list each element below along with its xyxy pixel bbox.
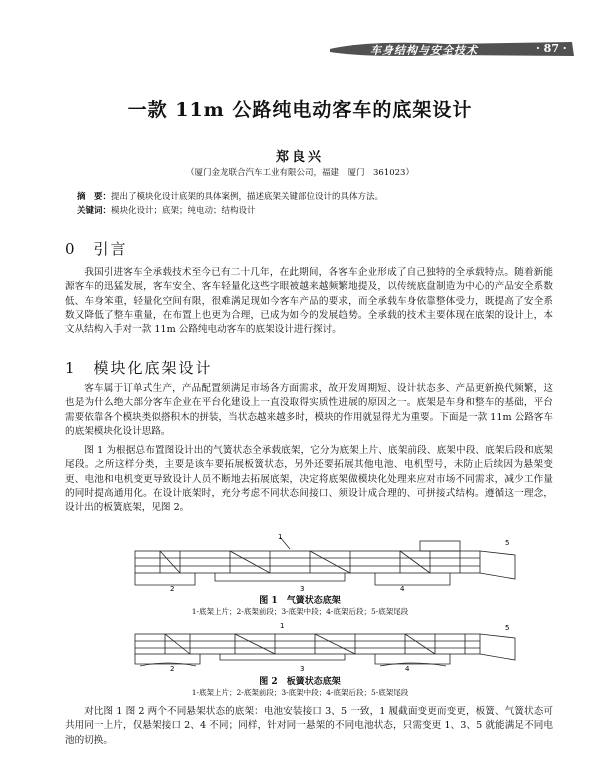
page-number: · 87 · — [536, 42, 567, 55]
figure-1-callout-3: 3 — [300, 585, 305, 593]
figure-2-callout-1: 1 — [280, 622, 285, 630]
section-0-paragraph: 我国引进客车全承载技术至今已有二十几年，在此期间，各客车企业形成了自己独特的全承载特点。随着新能源客车的迅猛发展，客车安全、客车轻量化这些字眼被越来越频繁地提及，以传统底盘制造为中心的产品安全系数低、车身笨重，轻量化空间有限，很难满足现如今客车产品的要求，而全承载车身依靠整体受力，既提高了安全系数又降低了整车重量，在布置上也更为合理，已成为如今的发展趋势。全承载的技术主要体现在底架的设计上，本文从结构入手对一款 11m 公路纯电动客车的底架设计进行探讨。 — [65, 267, 553, 336]
figure-1-callout-4: 4 — [400, 585, 405, 593]
figure-2-callout-4: 4 — [405, 665, 410, 672]
section-0-heading: 0 引言 — [65, 240, 128, 258]
figure-1-callout-1: 1 — [278, 533, 283, 541]
author-name: 郑良兴 — [275, 150, 324, 165]
section-1-heading: 1 模块化底架设计 — [65, 359, 213, 377]
abstract-line — [77, 190, 557, 204]
section-1-paragraph-3: 对比图 1 图 2 两个不同悬架状态的底架：电池安装接口 3、5 一致，1 履截面变更而变更，板簧、气簧状态可共用同一上片，仅悬架接口 2、4 不同；同样，针对同一悬架的不同电池状态，只需变更 1、3、5 就能满足不同电池的切换。 — [65, 706, 553, 746]
figure-1-callout-5: 5 — [505, 539, 510, 547]
author-affiliation: （厦门金龙联合汽车工业有限公司，福建 厦门 361023） — [186, 168, 414, 178]
figure-2-callout-3: 3 — [300, 665, 305, 672]
figure-2-callout-5: 5 — [505, 624, 510, 632]
abstract-text: 提出了模块化设计底架的具体案例，描述底架关键部位设计的具体方法。 — [111, 192, 384, 202]
figure-1-caption: 图 1 气簧状态底架 — [259, 596, 341, 606]
figure-2-legend: 1-底架上片；2-底架前段；3-底架中段；4-底架后段；5-底架尾段 — [191, 688, 409, 697]
figure-2-callout-2: 2 — [170, 665, 175, 672]
paper-title: 一款 11m 公路纯电动客车的底架设计 — [127, 99, 473, 121]
section-1-paragraph-2: 图 1 为根据总布置图设计出的气簧状态全承载底架，它分为底架上片、底架前段、底架中段、底架后段和底架尾段。之所这样分类，主要是该车要拓展板簧状态，另外还要拓展其他电池、电机型号，未防止后续因为悬架变更、电池和电机变更导致设计人员不断地去拓展底架，决定将底架做模块化处理来应对市场不同需求，减少工作量的同时提高通用化。在设计底架时，充分考虑不同状态间接口、须设计成合理的、可拼接式结构。遵循这一理念，设计出的板簧底架，见图 2。 — [65, 445, 553, 514]
figure-1-drawing — [120, 533, 540, 593]
figure-2-caption: 图 2 板簧状态底架 — [259, 677, 341, 687]
figure-1-legend: 1-底架上片；2-底架前段；3-底架中段；4-底架后段；5-底架尾段 — [191, 607, 409, 616]
abstract-block — [77, 190, 557, 218]
section-1-paragraph-1: 客车属于订单式生产，产品配置须满足市场各方面需求，故开发周期短、设计状态多、产品更新换代频繁，这也是为什么绝大部分客车企业在平台化建设上一直没取得实质性进展的原因之一。底架是车身和整车的基础，平台需要依靠各个模块类似搭积木的拼装，当状态越来越多时，模块的作用就显得尤为重要。下面是一款 11m 公路客车的底架模块化设计思路。 — [65, 383, 553, 437]
keywords-text: 模块化设计；底架；纯电动；结构设计 — [111, 206, 256, 216]
running-title: 车身结构与安全技术 — [370, 44, 478, 57]
figure-1-callout-2: 2 — [170, 585, 175, 593]
keywords-label: 关键词： — [77, 206, 112, 216]
abstract-label: 摘 要： — [77, 192, 112, 202]
keywords-line — [77, 204, 557, 218]
figure-2-drawing — [120, 620, 540, 672]
